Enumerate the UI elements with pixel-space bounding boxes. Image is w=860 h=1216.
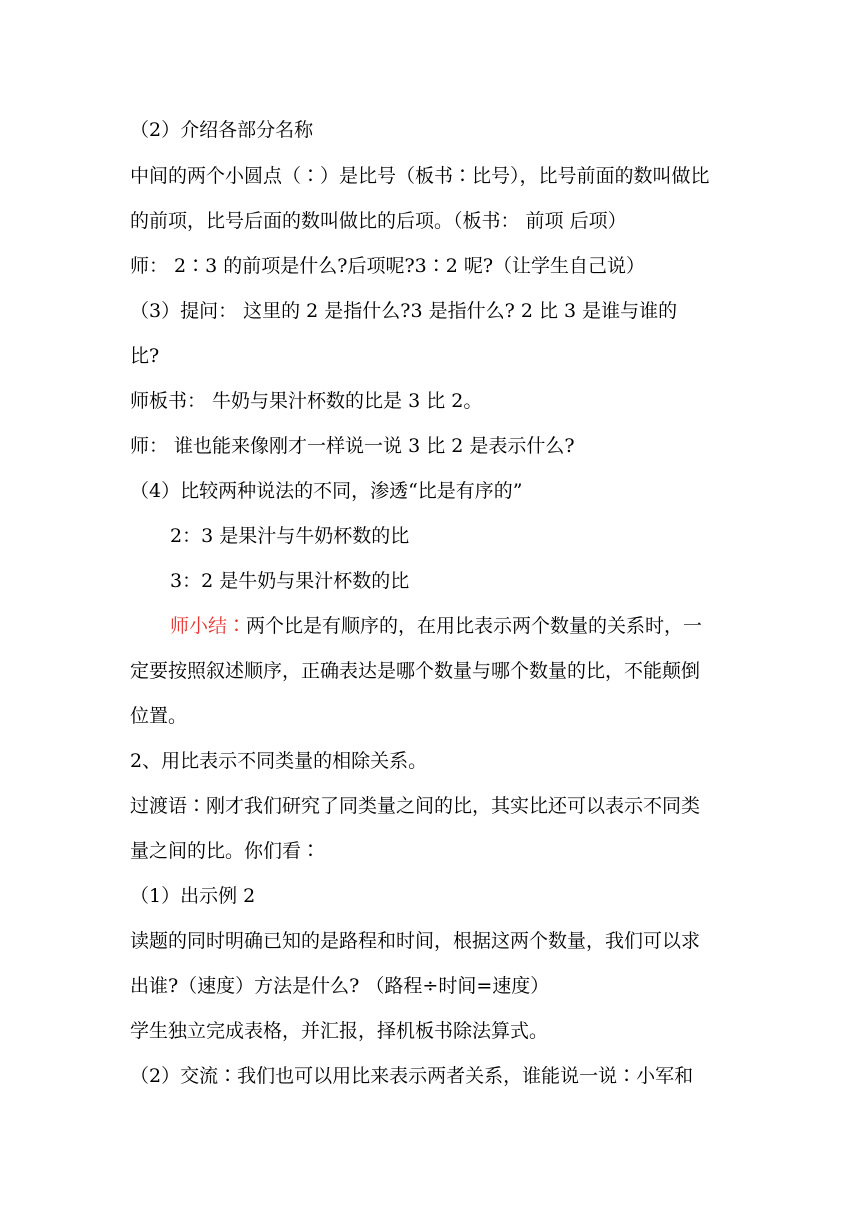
section-heading-2-main: 2、用比表示不同类量的相除关系。 — [130, 750, 428, 772]
paragraph-line: 学生独立完成表格，并汇报，择机板书除法算式。 — [130, 1020, 549, 1042]
paragraph-line: 比? — [130, 345, 160, 367]
section-heading-2: （2）介绍各部分名称 — [130, 119, 314, 141]
section-heading-4: （4）比较两种说法的不同，渗透“比是有序的” — [130, 480, 523, 502]
paragraph-line: 过渡语∶刚才我们研究了同类量之间的比，其实比还可以表示不同类 — [130, 795, 701, 817]
summary-label: 师小结∶ — [170, 615, 247, 637]
paragraph-line: 中间的两个小圆点（∶）是比号（板书∶比号），比号前面的数叫做比 — [130, 165, 710, 187]
paragraph-line: 量之间的比。你们看∶ — [130, 840, 321, 862]
ratio-line: 2：3 是果汁与牛奶杯数的比 — [170, 525, 410, 547]
paragraph-line: 的前项，比号后面的数叫做比的后项。（板书： 前项 后项） — [130, 210, 627, 232]
paragraph-line: 出谁?（速度）方法是什么? （路程÷时间=速度） — [130, 975, 550, 997]
summary-text: 两个比是有顺序的，在用比表示两个数量的关系时，一 — [246, 615, 703, 637]
paragraph-line: 师板书： 牛奶与果汁杯数的比是 3 比 2。 — [130, 390, 483, 412]
summary-line — [170, 614, 740, 638]
paragraph-line: 位置。 — [130, 705, 188, 727]
paragraph-line: 读题的同时明确已知的是路程和时间，根据这两个数量，我们可以求 — [130, 930, 701, 952]
paragraph-line: 定要按照叙述顺序，正确表达是哪个数量与哪个数量的比，不能颠倒 — [130, 660, 701, 682]
section-heading-3: （3）提问： 这里的 2 是指什么?3 是指什么? 2 比 3 是谁与谁的 — [130, 300, 678, 322]
paragraph-line: 师： 谁也能来像刚才一样说一说 3 比 2 是表示什么? — [130, 435, 575, 457]
ratio-line: 3：2 是牛奶与果汁杯数的比 — [170, 570, 410, 592]
paragraph-line: （2）交流∶我们也可以用比来表示两者关系，谁能说一说∶小军和 — [130, 1065, 694, 1087]
section-heading-1: （1）出示例 2 — [130, 885, 256, 907]
paragraph-line: 师： 2∶3 的前项是什么?后项呢?3∶2 呢?（让学生自己说） — [130, 255, 646, 277]
